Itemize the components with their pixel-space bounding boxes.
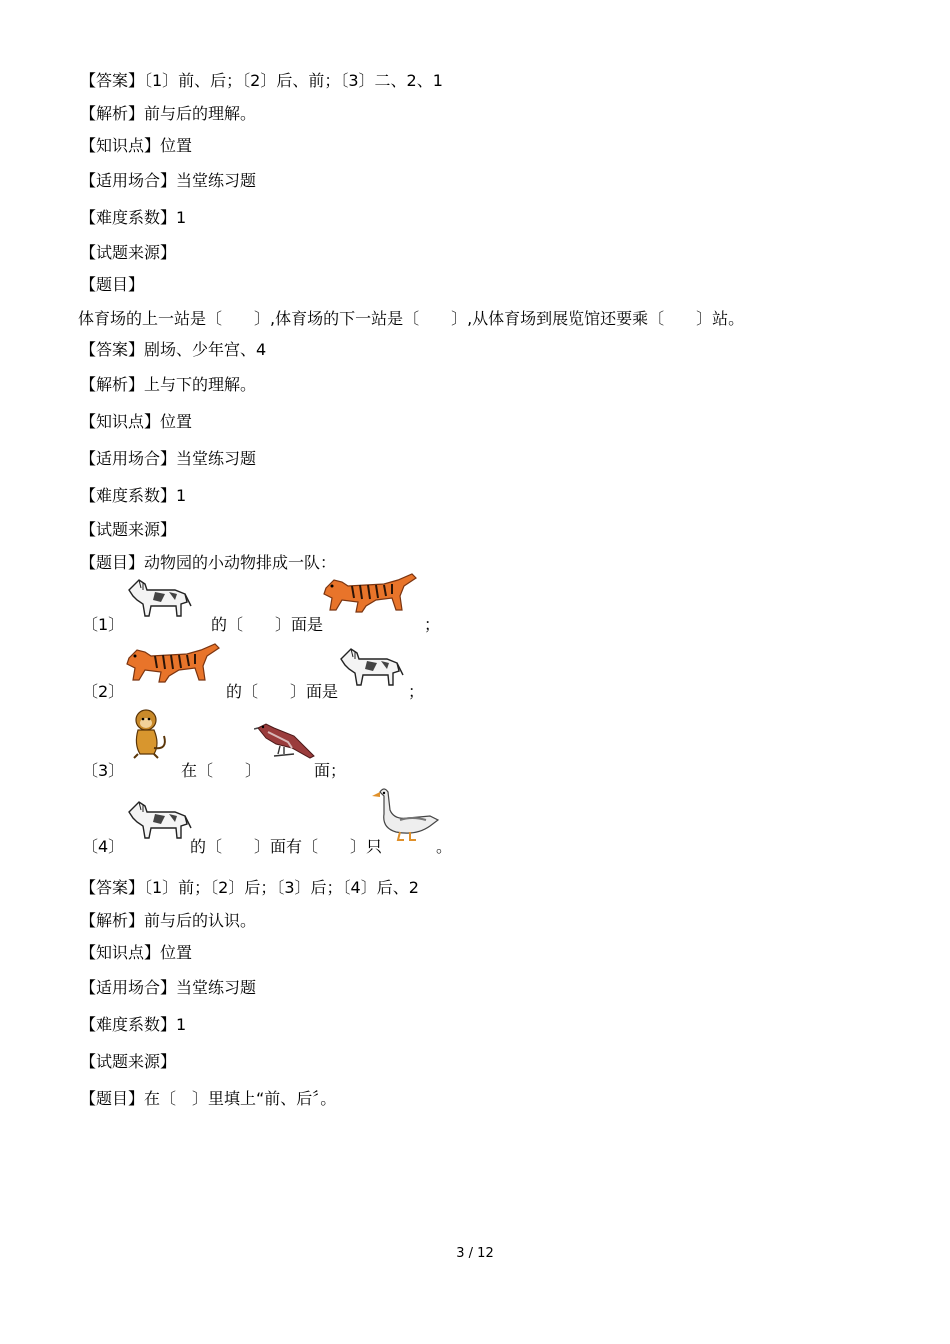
- tiger-icon: [318, 570, 420, 620]
- page-number: 3 / 12: [456, 1246, 494, 1261]
- horse-icon: [333, 645, 405, 691]
- answer-line-2: 【答案】剧场、少年宫、4: [80, 340, 267, 359]
- item-4-end: 。: [436, 837, 453, 856]
- item-3-number: 〔3〕: [82, 761, 125, 780]
- question-text-4: 【题目】在〔 〕里填上“前、后〞。: [80, 1089, 337, 1108]
- difficulty-line-3: 【难度系数】1: [80, 1015, 187, 1034]
- knowledge-line-2: 【知识点】位置: [80, 412, 193, 431]
- item-1-number: 〔1〕: [82, 615, 125, 634]
- usage-line-3: 【适用场合】当堂练习题: [80, 978, 257, 997]
- item-2-text: 的〔 〕面是: [226, 682, 339, 701]
- answer-line-1: 【答案】〔1〕前、后；〔2〕后、前；〔3〕二、2、1: [80, 71, 443, 90]
- item-4-text: 的〔 〕面有〔 〕只: [190, 837, 383, 856]
- source-line-3: 【试题来源】: [80, 1052, 177, 1071]
- difficulty-line-2: 【难度系数】1: [80, 486, 187, 505]
- tiger-icon: [121, 640, 223, 690]
- difficulty-line-1: 【难度系数】1: [80, 208, 187, 227]
- answer-line-3: 【答案】〔1〕前；〔2〕后；〔3〕后；〔4〕后、2: [80, 878, 419, 897]
- item-2-end: ；: [408, 682, 425, 701]
- goose-icon: [372, 786, 440, 846]
- knowledge-line-1: 【知识点】位置: [80, 136, 193, 155]
- source-line-2: 【试题来源】: [80, 520, 177, 539]
- source-line-1: 【试题来源】: [80, 243, 177, 262]
- question-label-2: 【题目】: [80, 275, 145, 294]
- monkey-icon: [128, 708, 170, 764]
- question-text-3: 【题目】动物园的小动物排成一队：: [80, 553, 337, 572]
- item-3-text: 在〔 〕: [181, 761, 262, 780]
- item-1-end: ；: [424, 615, 441, 634]
- bird-icon: [254, 718, 318, 770]
- item-2-number: 〔2〕: [82, 682, 125, 701]
- question-text-2: 体育场的上一站是〔 〕,体育场的下一站是〔 〕,从体育场到展览馆还要乘〔 〕站。: [78, 309, 745, 328]
- horse-icon: [121, 576, 193, 622]
- item-1-text: 的〔 〕面是: [211, 615, 324, 634]
- knowledge-line-3: 【知识点】位置: [80, 943, 193, 962]
- item-4-number: 〔4〕: [82, 837, 125, 856]
- item-3-end: 面；: [314, 761, 347, 780]
- usage-line-1: 【适用场合】当堂练习题: [80, 171, 257, 190]
- usage-line-2: 【适用场合】当堂练习题: [80, 449, 257, 468]
- horse-icon: [121, 798, 193, 844]
- analysis-line-3: 【解析】前与后的认识。: [80, 911, 257, 930]
- analysis-line-2: 【解析】上与下的理解。: [80, 375, 257, 394]
- analysis-line-1: 【解析】前与后的理解。: [80, 104, 257, 123]
